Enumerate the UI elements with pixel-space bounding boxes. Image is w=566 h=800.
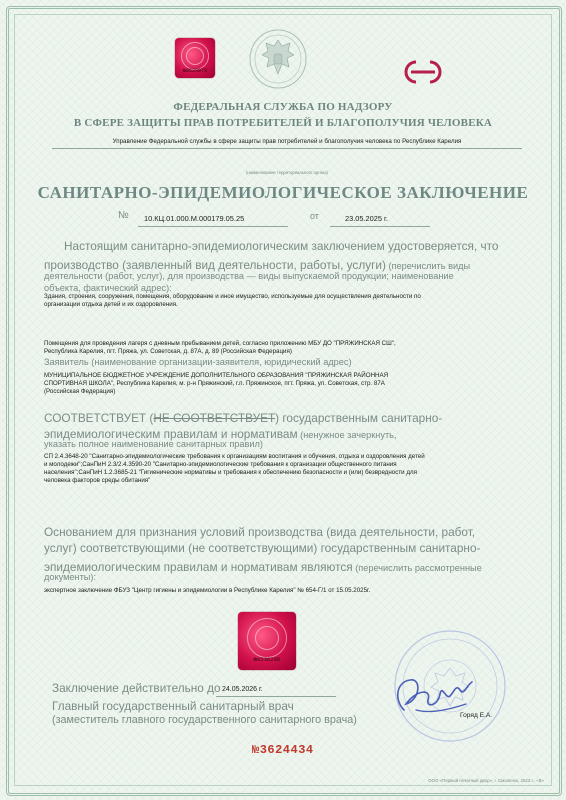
validity-date: 24.05.2026 г. <box>222 686 263 693</box>
applicant-label: Заявитель (наименование организации-заявителя, юридический адрес) <box>44 357 352 367</box>
date-label: от <box>310 211 319 221</box>
signatory-name: Горяд Е.А. <box>460 712 493 719</box>
authority-caption: (наименование территориального органа) <box>246 170 328 175</box>
basis-text: экспертное заключение ФБУЗ "Центр гигиены и эпидемиологии в Республике Карелия" № 654-Г/1 от 15.05.2025г. <box>44 587 371 594</box>
number-underline <box>138 226 288 227</box>
signatory-line-2: (заместитель главного государственного санитарного врача) <box>52 714 357 726</box>
conformity-logo <box>398 58 448 86</box>
activity-text-1: Здания, строения, сооружения, помещения, оборудование и иное имущество, используемые для осуществления деятельности по <box>44 293 421 300</box>
rules-text-1: СП 2.4.3648-20 "Санитарно-эпидемиологические требования к организациям воспитания и обучения, отдыха и оздоровления детей <box>44 453 425 460</box>
document-title: САНИТАРНО-ЭПИДЕМИОЛОГИЧЕСКОЕ ЗАКЛЮЧЕНИЕ <box>37 183 529 202</box>
hologram-seal-bottom: №0536205 <box>238 612 296 670</box>
serial-number: №3624434 <box>252 743 314 757</box>
basis-line-3: эпидемиологическим правилам и нормативам являются (перечислить рассмотренные <box>44 560 482 574</box>
signatory-line-1: Главный государственный санитарный врач <box>52 699 294 713</box>
conformity-line-2: эпидемиологическим правилам и нормативам (ненужное зачеркнуть, <box>44 427 397 441</box>
applicant-text-3: (Российская Федерация) <box>44 388 116 395</box>
hologram-seal-top: №0529873 <box>175 38 215 78</box>
intro-line-2: производство (заявленный вид деятельности, работы, услуги) (перечислить виды <box>44 258 471 272</box>
premises-text-1: Помещения для проведения лагеря с дневным пребыванием детей, согласно приложению МБУ ДО "ПРЯЖИНСКАЯ СШ", <box>44 340 396 347</box>
basis-line-4: документы): <box>44 572 97 582</box>
intro-line-1: Настоящим санитарно-эпидемиологическим заключением удостоверяется, что <box>64 239 499 253</box>
premises-text-2: Республика Карелия, пгт. Пряжа, ул. Советская, д. 87А, д. 89 (Российская Федерация) <box>44 348 292 355</box>
divider <box>52 148 522 149</box>
date-underline <box>330 226 430 227</box>
authority-name: Управление Федеральной службы в сфере защиты прав потребителей и благополучия человека по Республике Карелия <box>112 138 462 145</box>
header-line-2: В СФЕРЕ ЗАЩИТЫ ПРАВ ПОТРЕБИТЕЛЕЙ И БЛАГОПОЛУЧИЯ ЧЕЛОВЕКА <box>73 117 493 129</box>
validity-underline <box>216 696 336 697</box>
number-label: № <box>118 210 129 221</box>
document-number: 10.КЦ.01.000.М.000179.05.25 <box>144 214 245 223</box>
applicant-text-1: МУНИЦИПАЛЬНОЕ БЮДЖЕТНОЕ УЧРЕЖДЕНИЕ ДОПОЛНИТЕЛЬНОГО ОБРАЗОВАНИЯ "ПРЯЖИНСКАЯ РАЙОННАЯ <box>44 372 389 379</box>
validity-label: Заключение действительно до <box>52 681 221 695</box>
basis-line-2: услуг) соответствующими (не соответствующими) государственным санитарно- <box>44 541 481 555</box>
rules-text-3: населения";СанПиН 1.2.3685-21 "Гигиенические нормативы и требования к обеспечению безопасности и (или) безвредности для <box>44 469 417 476</box>
applicant-text-2: СПОРТИВНАЯ ШКОЛА", Республика Карелия, м. р-н Пряжинский, г.п. Пряжинское, пгт. Пряжа, ул. Советская, стр. 87А <box>44 380 385 387</box>
intro-line-3: деятельности (работ, услуг), для производства — виды выпускаемой продукции; наименование <box>44 271 454 281</box>
printer-imprint: ООО «Первый печатный двор», г. Смоленск, 2023 г., «В» <box>428 778 544 783</box>
conformity-line-3: указать полное наименование санитарных правил) <box>44 439 263 449</box>
rules-text-2: и молодежи";СанПиН 2.3/2.4.3590-20 "Санитарно-эпидемиологические требования к организации общественного питания <box>44 461 397 468</box>
rules-text-4: человека факторов среды обитания" <box>44 477 151 484</box>
activity-text-2: организации отдыха детей и их оздоровления. <box>44 301 178 308</box>
header-line-1: ФЕДЕРАЛЬНАЯ СЛУЖБА ПО НАДЗОРУ <box>173 101 393 113</box>
struck-option: НЕ СООТВЕТСТВУЕТ <box>153 411 276 425</box>
document-date: 23.05.2025 г. <box>345 214 388 223</box>
intro-line-4: объекта, фактический адрес): <box>44 283 172 293</box>
conformity-line-1: СООТВЕТСТВУЕТ (НЕ СООТВЕТСТВУЕТ) государственным санитарно- <box>44 411 443 425</box>
basis-line-1: Основанием для признания условий производства (вида деятельности, работ, <box>44 525 476 539</box>
coat-of-arms-emblem <box>248 28 308 90</box>
